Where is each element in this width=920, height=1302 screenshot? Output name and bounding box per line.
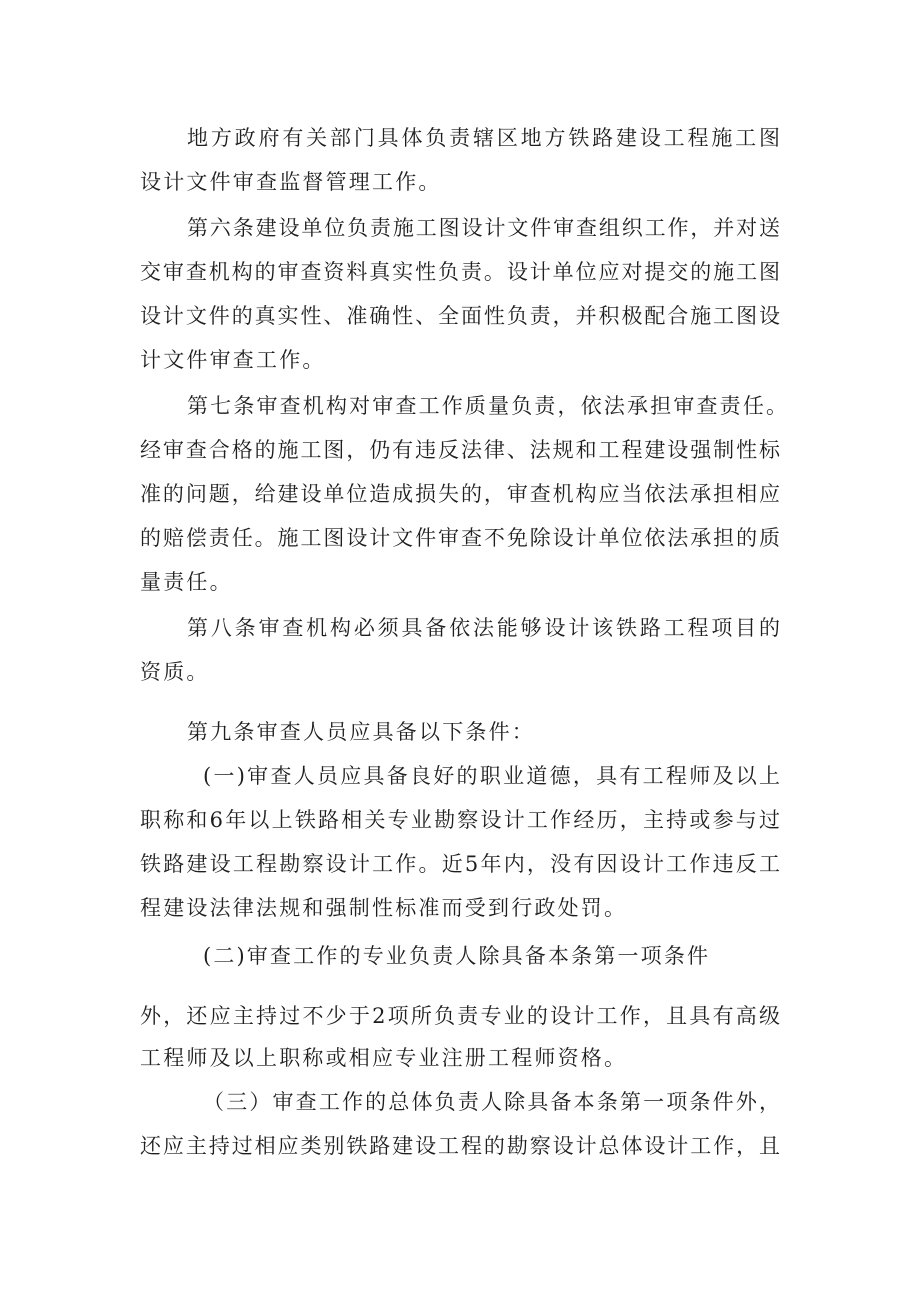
text-line: 地方政府有关部门具体负责辖区地方铁路建设工程施工图: [187, 126, 780, 150]
text-line: 外，还应主持过不少于2项所负责专业的设计工作，且具有高级: [140, 1004, 780, 1028]
text-line: （三）审查工作的总体负责人除具备本条第一项条件外，: [203, 1090, 780, 1114]
text-line: 第六条建设单位负责施工图设计文件审查组织工作，并对送: [187, 216, 780, 240]
text-line: 资质。: [140, 660, 210, 684]
text-line: 第九条审查人员应具备以下条件：: [187, 720, 535, 744]
text-line: (一)审查人员应具备良好的职业道德，具有工程师及以上: [203, 764, 780, 788]
text-line: 铁路建设工程勘察设计工作。近5年内，没有因设计工作违反工: [140, 852, 780, 876]
text-line: 还应主持过相应类别铁路建设工程的勘察设计总体设计工作，且: [140, 1134, 780, 1158]
text-line: 量责任。: [140, 570, 233, 594]
text-line: 的赔偿责任。施工图设计文件审查不免除设计单位依法承担的质: [140, 526, 780, 550]
text-line: 经审查合格的施工图，仍有违反法律、法规和工程建设强制性标: [140, 438, 780, 462]
text-line: 第八条审查机构必须具备依法能够设计该铁路工程项目的: [187, 616, 780, 640]
text-line: (二)审查工作的专业负责人除具备本条第一项条件: [203, 944, 708, 968]
text-line: 职称和6年以上铁路相关专业勘察设计工作经历，主持或参与过: [140, 808, 780, 832]
text-line: 计文件审查工作。: [140, 348, 326, 372]
text-line: 设计文件的真实性、准确性、全面性负责，并积极配合施工图设: [140, 304, 780, 328]
text-line: 程建设法律法规和强制性标准而受到行政处罚。: [140, 896, 628, 920]
text-line: 第七条审查机构对审查工作质量负责，依法承担审查责任。: [187, 394, 787, 418]
text-line: 工程师及以上职称或相应专业注册工程师资格。: [140, 1046, 628, 1070]
text-line: 准的问题，给建设单位造成损失的，审查机构应当依法承担相应: [140, 482, 780, 506]
text-line: 交审查机构的审查资料真实性负责。设计单位应对提交的施工图: [140, 260, 780, 284]
text-line: 设计文件审查监督管理工作。: [140, 170, 442, 194]
